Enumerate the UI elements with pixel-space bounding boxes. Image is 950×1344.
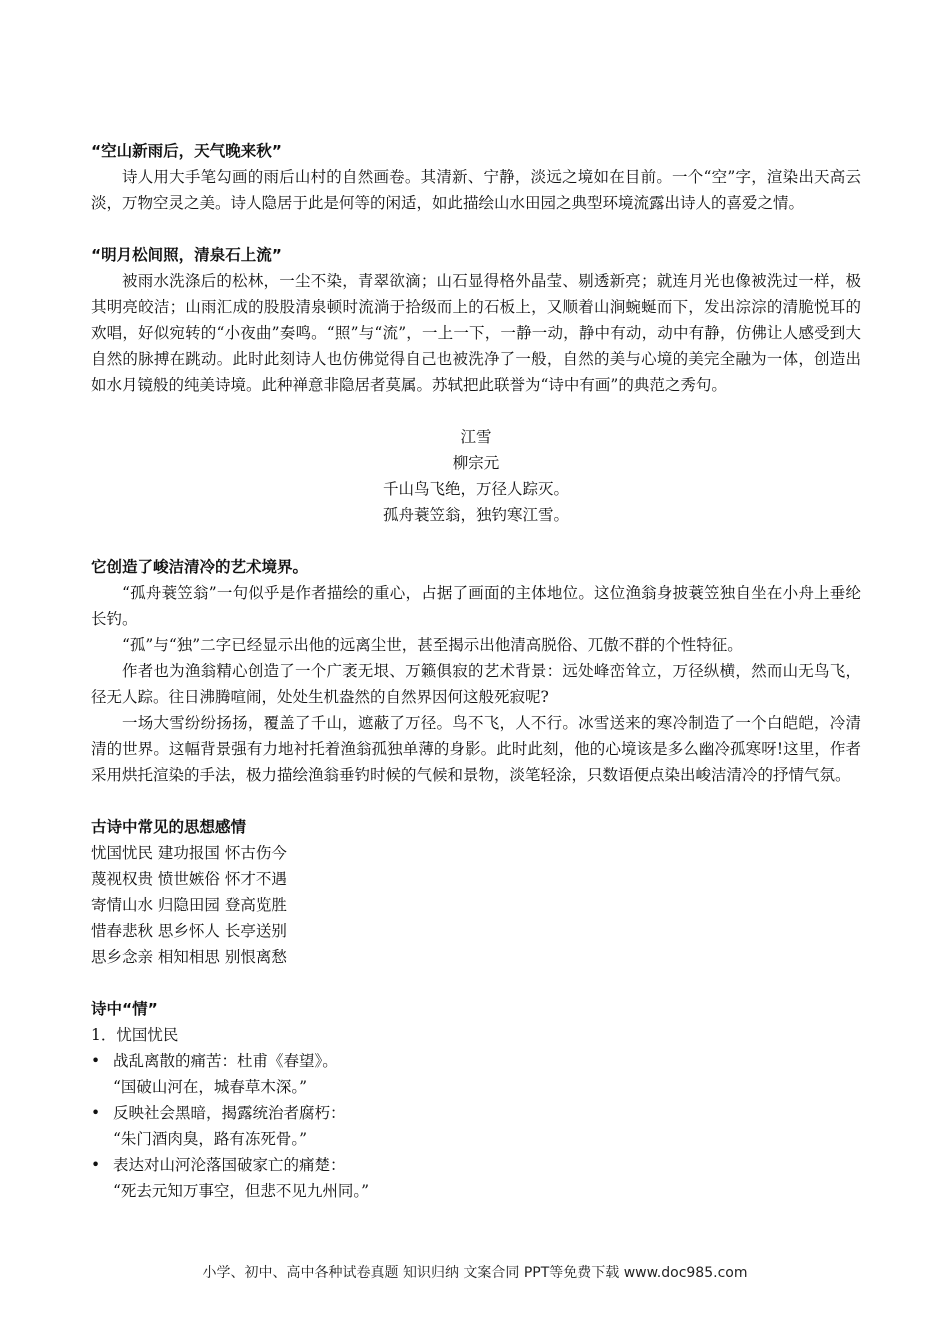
numbered-item: 1．忧国忧民 (91, 1026, 179, 1044)
paragraph: “孤”与“独”二字已经显示出他的远离尘世，甚至揭示出他清高脱俗、兀傲不群的个性特征。 (122, 636, 743, 654)
emotion-list-line: 寄情山水 归隐田园 登高览胜 (91, 896, 287, 914)
poem-title: 江雪 (460, 428, 492, 446)
page-footer: 小学、初中、高中各种试卷真题 知识归纳 文案合同 PPT等免费下载 www.doc985.com (202, 1265, 748, 1281)
emotion-list-line: 忧国忧民 建功报国 怀古伤今 (91, 844, 287, 862)
section-heading-4: 古诗中常见的思想感情 (91, 818, 247, 836)
document-body (91, 138, 861, 1204)
emotion-list-line: 惜春悲秋 思乡怀人 长亭送别 (91, 922, 287, 940)
quote-line: “死去元知万事空，但悲不见九州同。” (113, 1182, 370, 1200)
bullet-icon: • (91, 1156, 101, 1174)
quote-line: “朱门酒肉臭，路有冻死骨。” (113, 1130, 308, 1148)
paragraph: “孤舟蓑笠翁”一句似乎是作者描绘的重心，占据了画面的主体地位。这位渔翁身披蓑笠独自坐在小舟上垂纶长钓。 (91, 584, 861, 628)
emotion-list-line: 蔑视权贵 愤世嫉俗 怀才不遇 (91, 870, 287, 888)
bullet-item (91, 1100, 861, 1126)
poem-author: 柳宗元 (452, 454, 500, 472)
emotion-list-line: 思乡念亲 相知相思 别恨离愁 (91, 948, 287, 966)
poem-line: 孤舟蓑笠翁，独钓寒江雪。 (382, 506, 569, 524)
poem-block (91, 424, 861, 528)
paragraph: 诗人用大手笔勾画的雨后山村的自然画卷。其清新、宁静，淡远之境如在目前。一个“空”字，渲染出天高云淡，万物空灵之美。诗人隐居于此是何等的闲适，如此描绘山水田园之典型环境流露出诗人的喜爱之情。 (91, 168, 861, 212)
bullet-item (91, 1048, 861, 1074)
poem-line: 千山鸟飞绝，万径人踪灭。 (382, 480, 569, 498)
bullet-item (91, 1152, 861, 1178)
bullet-icon: • (91, 1052, 101, 1070)
section-heading-2: “明月松间照，清泉石上流” (91, 246, 282, 264)
bullet-icon: • (91, 1104, 101, 1122)
section-heading-5: 诗中“情” (91, 1000, 158, 1018)
paragraph: 作者也为渔翁精心创造了一个广袤无垠、万籁俱寂的艺术背景：远处峰峦耸立，万径纵横，然而山无鸟飞，径无人踪。往日沸腾喧闹，处处生机盎然的自然界因何这般死寂呢? (91, 662, 861, 706)
bullet-text: 战乱离散的痛苦：杜甫《春望》。 (113, 1052, 338, 1070)
bullet-text: 反映社会黑暗，揭露统治者腐朽： (113, 1104, 346, 1122)
quote-line: “国破山河在，城春草木深。” (113, 1078, 308, 1096)
section-heading-3: 它创造了峻洁清冷的艺术境界。 (91, 558, 309, 576)
bullet-text: 表达对山河沦落国破家亡的痛楚： (113, 1156, 346, 1174)
paragraph: 被雨水洗涤后的松林，一尘不染，青翠欲滴；山石显得格外晶莹、剔透新亮；就连月光也像被洗过一样，极其明亮皎洁；山雨汇成的股股清泉顿时流淌于拾级而上的石板上，又顺着山涧蜿蜒而下，发出淙淙的清脆悦耳的欢唱，好似宛转的“小夜曲”奏鸣。“照”与“流”，一上一下，一静一动，静中有动，动中有静，仿佛让人感受到大自然的脉搏在跳动。此时此刻诗人也仿佛觉得自己也被洗净了一般，自然的美与心境的美完全融为一体，创造出如水月镜般的纯美诗境。此种禅意非隐居者莫属。苏轼把此联誉为“诗中有画”的典范之秀句。 (91, 272, 861, 394)
section-heading-1: “空山新雨后，天气晚来秋” (91, 142, 282, 160)
paragraph: 一场大雪纷纷扬扬，覆盖了千山，遮蔽了万径。鸟不飞，人不行。冰雪送来的寒冷制造了一个白皑皑，冷清清的世界。这幅背景强有力地衬托着渔翁孤独单薄的身影。此时此刻，他的心境该是多么幽冷孤寒呀!这里，作者采用烘托渲染的手法，极力描绘渔翁垂钓时候的气候和景物，淡笔轻涂，只数语便点染出峻洁清冷的抒情气氛。 (91, 714, 861, 784)
